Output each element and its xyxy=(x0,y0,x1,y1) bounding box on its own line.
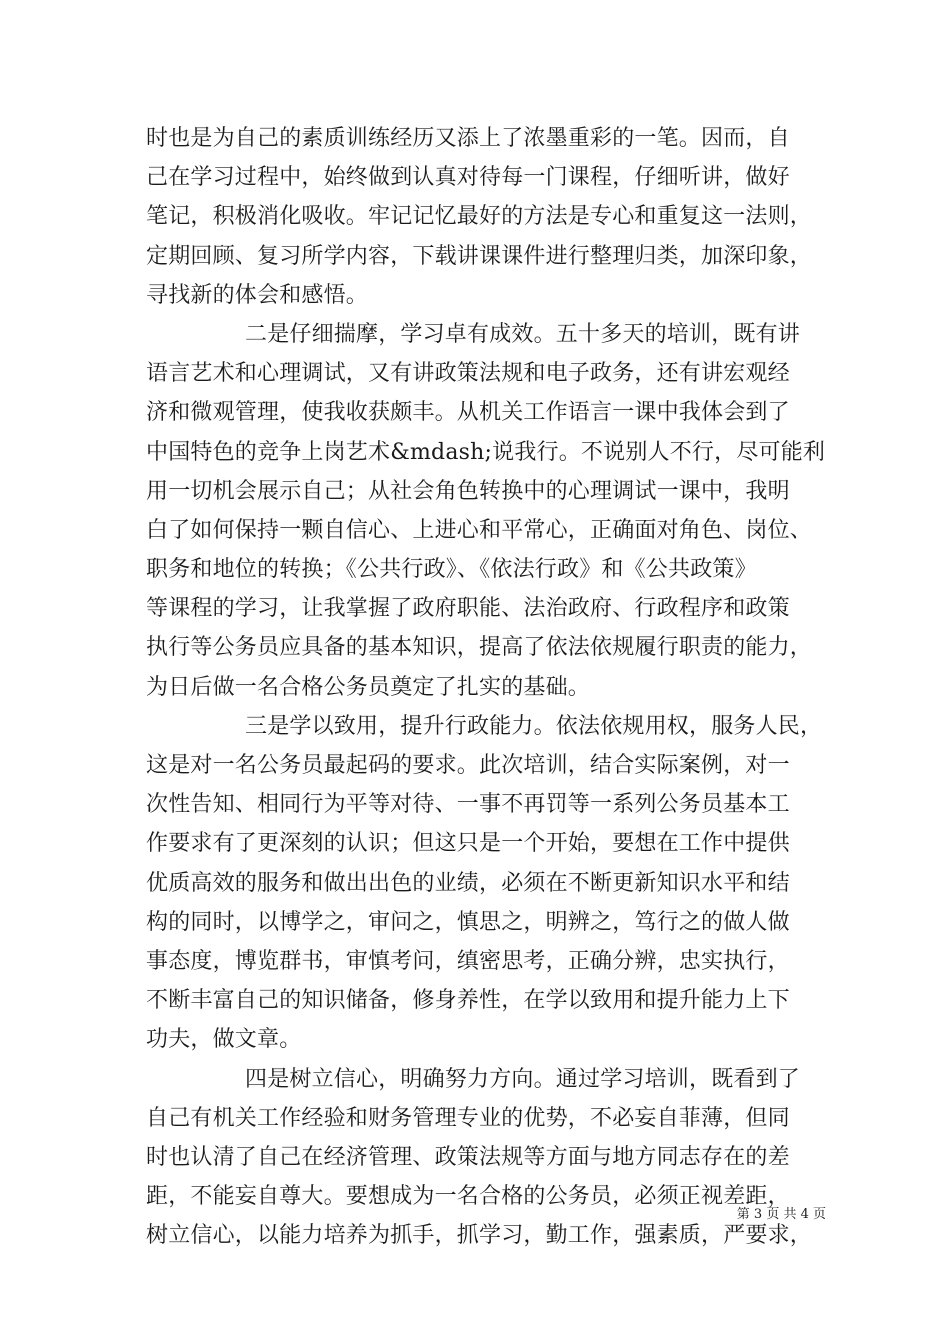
text-line: 中国特色的竞争上岗艺术&mdash;说我行。不说别人不行，尽可能利 xyxy=(146,439,826,465)
paragraph-start-line: 四是树立信心，明确努力方向。通过学习培训，既看到了 xyxy=(245,1066,801,1092)
text-line: 职务和地位的转换；《公共行政》、《依法行政》和《公共政策》 xyxy=(146,557,757,583)
text-line: 时也认清了自己在经济管理、政策法规等方面与地方同志存在的差 xyxy=(146,1144,790,1170)
text-line: 这是对一名公务员最起码的要求。此次培训，结合实际案例，对一 xyxy=(146,753,790,778)
paragraph-start-line: 三是学以致用，提升行政能力。依法依规用权，服务人民， xyxy=(245,713,823,739)
text-line: 自己有机关工作经验和财务管理专业的优势，不必妄自菲薄，但同 xyxy=(146,1105,790,1131)
text-line: 不断丰富自己的知识储备，修身养性，在学以致用和提升能力上下 xyxy=(146,988,790,1014)
body-text xyxy=(146,119,826,1255)
text-line: 寻找新的体会和感悟。 xyxy=(146,282,369,308)
text-line: 次性告知、相同行为平等对待、一事不再罚等一系列公务员基本工 xyxy=(146,792,790,818)
text-line: 树立信心，以能力培养为抓手，抓学习，勤工作，强素质，严要求， xyxy=(146,1223,813,1249)
text-line: 距，不能妄自尊大。要想成为一名合格的公务员，必须正视差距， xyxy=(146,1184,790,1210)
text-line: 优质高效的服务和做出出色的业绩，必须在不断更新知识水平和结 xyxy=(146,870,790,896)
text-line: 事态度，博览群书，审慎考问，缜密思考，正确分辨，忠实执行， xyxy=(146,948,790,974)
text-line: 作要求有了更深刻的认识；但这只是一个开始，要想在工作中提供 xyxy=(146,831,790,857)
text-line: 执行等公务员应具备的基本知识，提高了依法依规履行职责的能力， xyxy=(146,635,813,661)
text-line: 济和微观管理，使我收获颇丰。从机关工作语言一课中我体会到了 xyxy=(146,400,790,426)
text-line: 时也是为自己的素质训练经历又添上了浓墨重彩的一笔。因而，自 xyxy=(146,126,790,151)
text-line: 白了如何保持一颗自信心、上进心和平常心，正确面对角色、岗位、 xyxy=(146,517,813,543)
text-line: 等课程的学习，让我掌握了政府职能、法治政府、行政程序和政策 xyxy=(146,596,790,622)
text-line: 为日后做一名合格公务员奠定了扎实的基础。 xyxy=(146,674,591,700)
page-number-footer: 第 3 页 共 4 页 xyxy=(736,1207,826,1222)
text-line: 笔记，积极消化吸收。牢记记忆最好的方法是专心和重复这一法则， xyxy=(146,204,813,230)
text-line: 功夫，做文章。 xyxy=(146,1027,302,1053)
paragraph-start-line: 二是仔细揣摩，学习卓有成效。五十多天的培训，既有讲 xyxy=(245,321,801,347)
text-line: 语言艺术和心理调试，又有讲政策法规和电子政务，还有讲宏观经 xyxy=(146,361,790,387)
text-line: 己在学习过程中，始终做到认真对待每一门课程，仔细听讲，做好 xyxy=(146,165,790,191)
text-line: 构的同时，以博学之，审问之，慎思之，明辨之，笃行之的做人做 xyxy=(146,909,790,935)
text-line: 用一切机会展示自己；从社会角色转换中的心理调试一课中，我明 xyxy=(146,478,790,504)
text-line: 定期回顾、复习所学内容，下载讲课课件进行整理归类，加深印象， xyxy=(146,243,813,269)
